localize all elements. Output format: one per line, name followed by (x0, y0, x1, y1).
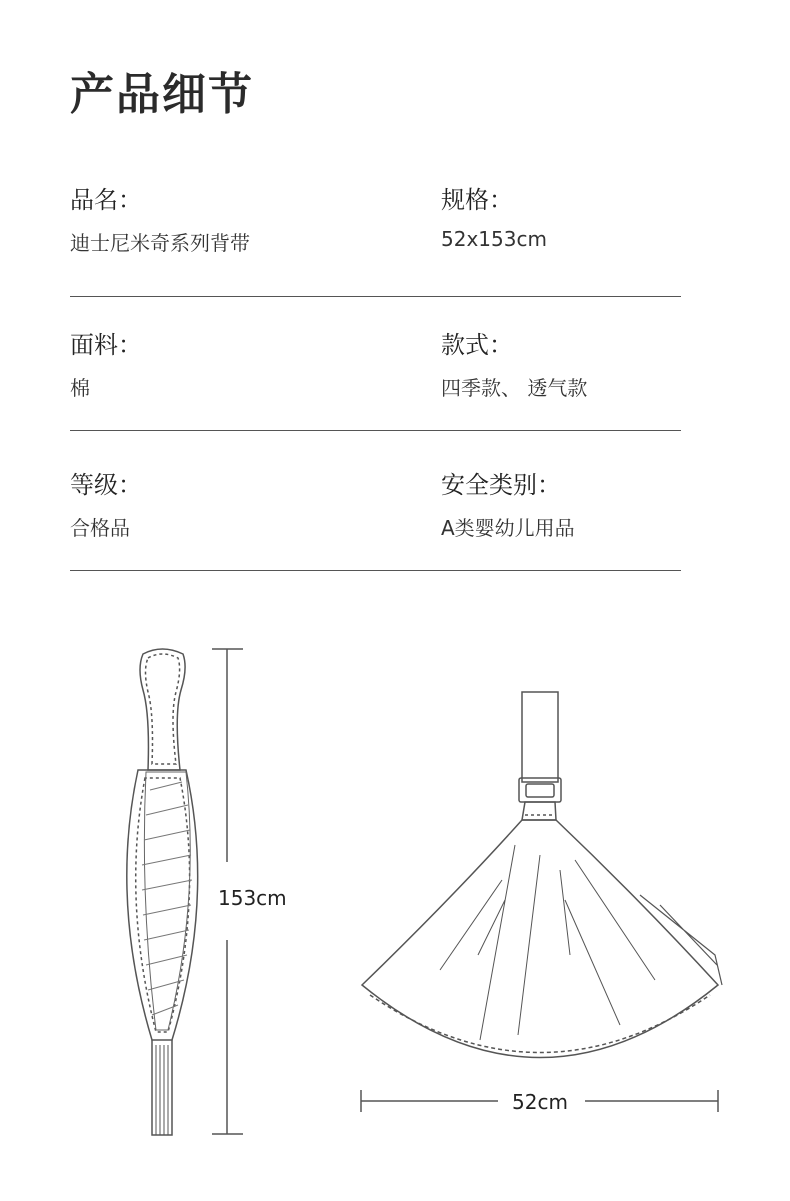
length-label: 153cm (218, 886, 287, 910)
spec-value: 迪士尼米奇系列背带 (70, 231, 250, 255)
page-title: 产品细节 (70, 69, 254, 120)
spec-label: 安全类别： (441, 471, 561, 499)
spec-value: 棉 (70, 376, 90, 400)
spec-label: 面料： (70, 331, 142, 359)
spec-label: 品名： (70, 186, 142, 214)
spec-value: 52x153cm (441, 227, 547, 251)
width-label: 52cm (512, 1090, 568, 1114)
spec-label: 款式： (441, 331, 513, 359)
spec-label: 规格： (441, 186, 513, 214)
spec-label: 等级： (70, 471, 142, 499)
spec-value: A类婴幼儿用品 (441, 516, 575, 540)
strap-length-illustration (127, 649, 198, 1135)
carrier-width-illustration (362, 692, 722, 1058)
spec-value: 合格品 (70, 516, 130, 540)
spec-value: 四季款、 透气款 (441, 376, 588, 400)
